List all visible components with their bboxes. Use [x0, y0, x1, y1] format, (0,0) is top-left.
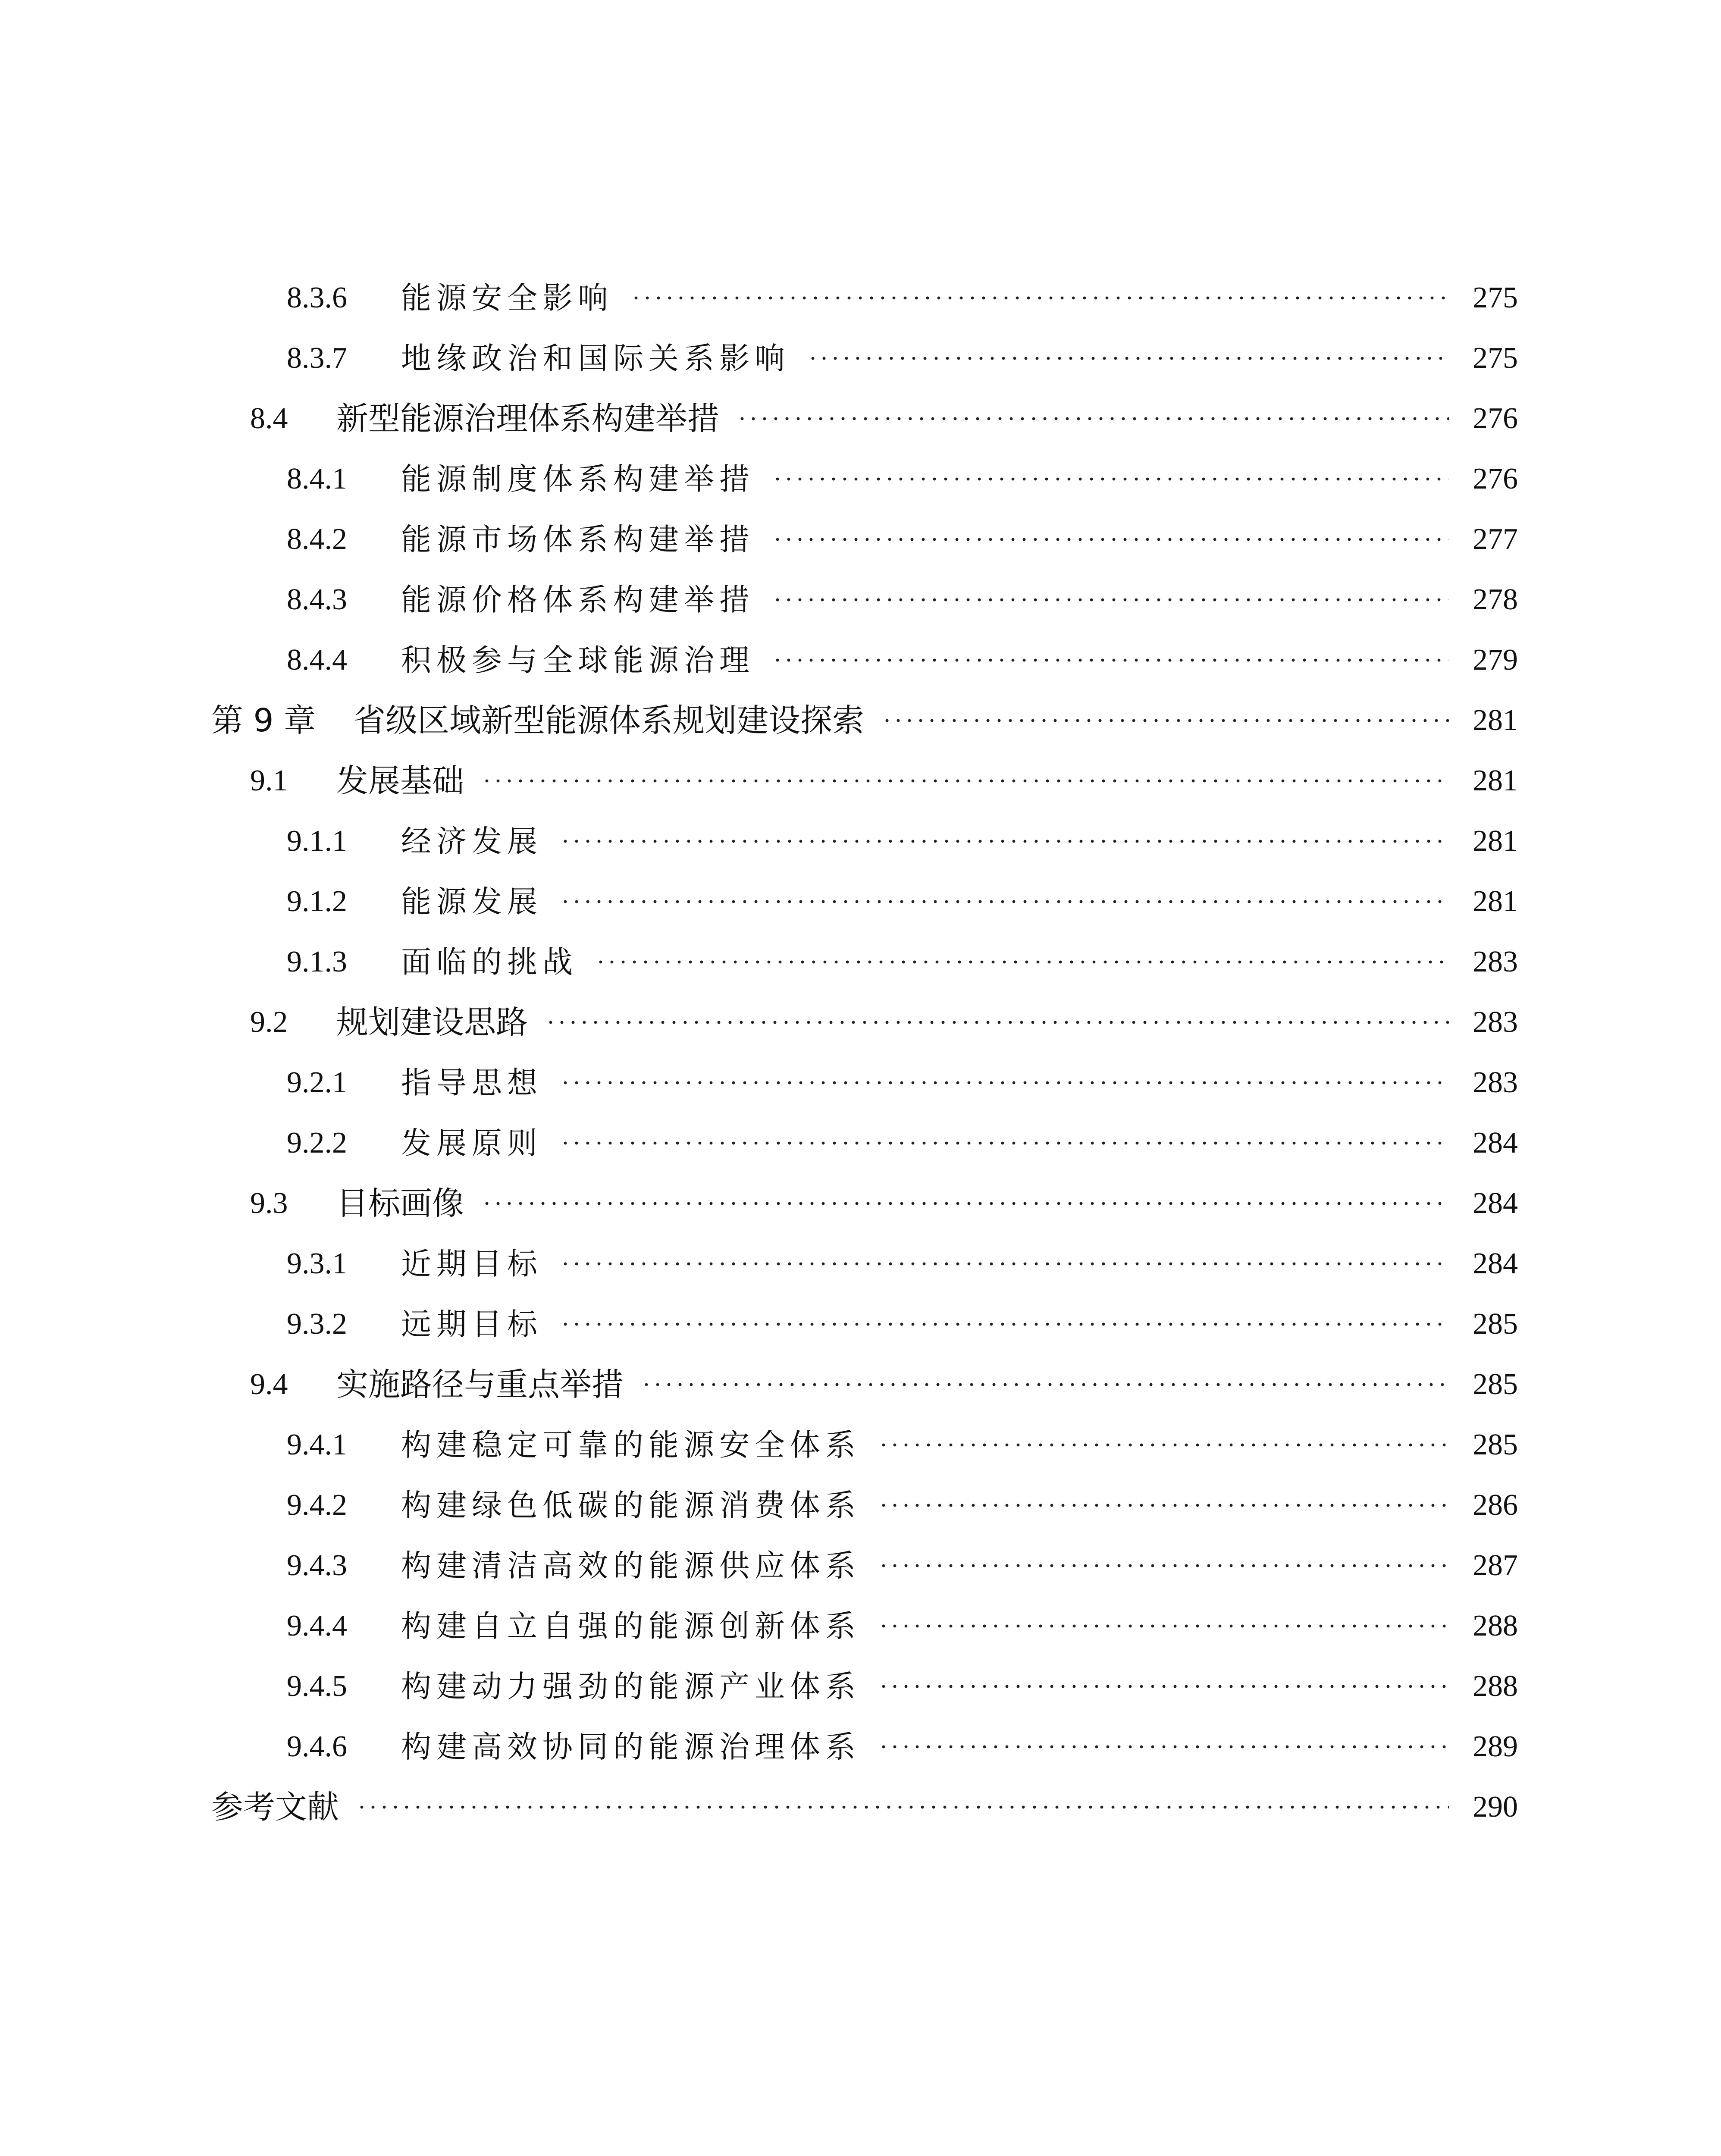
- toc-entry[interactable]: [287, 516, 1518, 563]
- toc-entry[interactable]: [287, 1663, 1518, 1710]
- toc-entry[interactable]: [250, 1361, 1518, 1408]
- entry-page-number: 285: [1473, 1368, 1518, 1401]
- entry-number: 9.2.2: [287, 1126, 347, 1159]
- toc-entry[interactable]: [287, 1723, 1518, 1771]
- dot-leader: [560, 1141, 1449, 1145]
- entry-page-number: 288: [1473, 1609, 1518, 1642]
- dot-leader: [560, 1081, 1449, 1084]
- entry-page-number: 283: [1473, 1006, 1518, 1039]
- dot-leader: [878, 1685, 1449, 1688]
- entry-page-number: 283: [1473, 1066, 1518, 1099]
- dot-leader: [878, 1745, 1449, 1749]
- entry-number: 9.2: [250, 1006, 288, 1039]
- dot-leader: [772, 658, 1449, 662]
- toc-entry[interactable]: [250, 395, 1518, 442]
- entry-number: 8.3.7: [287, 342, 347, 375]
- dot-leader: [878, 1443, 1449, 1447]
- entry-page-number: 275: [1473, 281, 1518, 314]
- entry-page-number: 275: [1473, 342, 1518, 375]
- entry-title: 能源发展: [401, 884, 542, 919]
- entry-title: 新型能源治理体系构建举措: [336, 400, 719, 437]
- toc-entry[interactable]: [250, 1180, 1518, 1227]
- toc-entry[interactable]: [287, 576, 1518, 624]
- entry-number: 9.4.4: [287, 1609, 347, 1642]
- toc-entry[interactable]: [287, 878, 1518, 925]
- dot-leader: [560, 900, 1449, 903]
- entry-number: 9.4.5: [287, 1670, 347, 1703]
- toc-entry[interactable]: [287, 1240, 1518, 1288]
- entry-page-number: 285: [1473, 1428, 1518, 1461]
- toc-entry[interactable]: [287, 455, 1518, 503]
- dot-leader: [772, 598, 1449, 602]
- entry-title: 构建自立自强的能源创新体系: [401, 1608, 861, 1644]
- entry-number: 9.1.3: [287, 945, 347, 978]
- entry-page-number: 281: [1473, 764, 1518, 797]
- entry-number: 8.4.2: [287, 523, 347, 556]
- entry-number: 9.3.2: [287, 1307, 347, 1341]
- entry-title: 构建绿色低碳的能源消费体系: [401, 1488, 861, 1523]
- entry-title: 积极参与全球能源治理: [401, 642, 755, 678]
- entry-page-number: 277: [1473, 523, 1518, 556]
- entry-title: 实施路径与重点举措: [336, 1366, 624, 1403]
- chapter-title: 省级区域新型能源体系规划建设探索: [354, 702, 864, 739]
- dot-leader: [545, 1021, 1449, 1024]
- entry-title: 规划建设思路: [336, 1004, 528, 1041]
- entry-page-number: 284: [1473, 1187, 1518, 1220]
- entry-number: 9.1.1: [287, 824, 347, 858]
- dot-leader: [560, 1262, 1449, 1266]
- toc-entry-chapter[interactable]: [211, 697, 1518, 744]
- toc-entry[interactable]: [287, 1300, 1518, 1348]
- entry-title: 构建稳定可靠的能源安全体系: [401, 1427, 861, 1463]
- dot-leader: [878, 1504, 1449, 1507]
- toc-entry[interactable]: [287, 274, 1518, 322]
- entry-number: 8.4.1: [287, 462, 347, 495]
- dot-leader: [878, 1564, 1449, 1567]
- entry-page-number: 276: [1473, 402, 1518, 435]
- dot-leader: [595, 960, 1449, 964]
- entry-page-number: 287: [1473, 1549, 1518, 1582]
- dot-leader: [560, 840, 1449, 843]
- entry-title: 近期目标: [401, 1246, 542, 1282]
- entry-number: 9.4.1: [287, 1428, 347, 1461]
- dot-leader: [481, 1202, 1449, 1205]
- entry-page-number: 288: [1473, 1670, 1518, 1703]
- dot-leader: [737, 417, 1449, 420]
- entry-number: 9.4.6: [287, 1730, 347, 1763]
- entry-title: 能源安全影响: [401, 280, 613, 316]
- entry-number: 9.3.1: [287, 1247, 347, 1280]
- entry-title: 目标画像: [336, 1185, 464, 1222]
- entry-page-number: 284: [1473, 1126, 1518, 1159]
- dot-leader: [772, 538, 1449, 541]
- dot-leader: [630, 296, 1449, 300]
- entry-number: 8.4.3: [287, 583, 347, 616]
- dot-leader: [772, 477, 1449, 481]
- entry-number: 8.3.6: [287, 281, 347, 314]
- toc-entry[interactable]: [287, 1482, 1518, 1529]
- entry-page-number: 289: [1473, 1730, 1518, 1763]
- toc-entry[interactable]: [287, 1059, 1518, 1106]
- toc-entry[interactable]: [250, 999, 1518, 1046]
- entry-title: 构建动力强劲的能源产业体系: [401, 1669, 861, 1704]
- entry-number: 8.4: [250, 402, 288, 435]
- toc-entry[interactable]: [287, 1119, 1518, 1167]
- entry-page-number: 290: [1473, 1790, 1518, 1824]
- entry-title: 构建高效协同的能源治理体系: [401, 1729, 861, 1764]
- entry-number: 9.1: [250, 764, 288, 797]
- entry-page-number: 281: [1473, 824, 1518, 858]
- references-title: 参考文献: [211, 1789, 339, 1826]
- entry-title: 发展原则: [401, 1125, 542, 1161]
- entry-page-number: 281: [1473, 704, 1518, 737]
- entry-title: 构建清洁高效的能源供应体系: [401, 1548, 861, 1583]
- entry-page-number: 278: [1473, 583, 1518, 616]
- entry-page-number: 285: [1473, 1307, 1518, 1341]
- toc-entry[interactable]: [287, 1602, 1518, 1650]
- entry-title: 能源价格体系构建举措: [401, 582, 755, 617]
- toc-entry[interactable]: [287, 938, 1518, 986]
- entry-page-number: 281: [1473, 885, 1518, 918]
- entry-page-number: 276: [1473, 462, 1518, 495]
- entry-number: 9.4: [250, 1368, 288, 1401]
- entry-number: 8.4.4: [287, 643, 347, 677]
- entry-number: 9.1.2: [287, 885, 347, 918]
- entry-title: 地缘政治和国际关系影响: [401, 341, 790, 376]
- chapter-number: 第 9 章: [211, 702, 316, 739]
- toc-entry[interactable]: [287, 636, 1518, 684]
- toc-entry[interactable]: [287, 818, 1518, 865]
- dot-leader: [807, 357, 1449, 360]
- toc-entry-references[interactable]: [211, 1783, 1518, 1831]
- toc-entry[interactable]: [287, 335, 1518, 382]
- entry-number: 9.4.2: [287, 1489, 347, 1522]
- entry-title: 指导思想: [401, 1065, 542, 1100]
- entry-page-number: 279: [1473, 643, 1518, 677]
- toc-entry[interactable]: [287, 1421, 1518, 1469]
- entry-title: 经济发展: [401, 824, 542, 859]
- dot-leader: [356, 1805, 1449, 1809]
- entry-title: 发展基础: [336, 762, 464, 799]
- dot-leader: [641, 1383, 1449, 1386]
- entry-page-number: 286: [1473, 1489, 1518, 1522]
- entry-number: 9.3: [250, 1187, 288, 1220]
- entry-title: 能源制度体系构建举措: [401, 461, 755, 497]
- entry-title: 能源市场体系构建举措: [401, 522, 755, 557]
- toc-entry[interactable]: [250, 757, 1518, 805]
- entry-number: 9.4.3: [287, 1549, 347, 1582]
- entry-number: 9.2.1: [287, 1066, 347, 1099]
- entry-page-number: 283: [1473, 945, 1518, 978]
- dot-leader: [560, 1322, 1449, 1326]
- toc-entry[interactable]: [287, 1542, 1518, 1589]
- entry-title: 面临的挑战: [401, 944, 578, 980]
- dot-leader: [881, 719, 1449, 722]
- entry-title: 远期目标: [401, 1307, 542, 1342]
- dot-leader: [481, 779, 1449, 783]
- entry-page-number: 284: [1473, 1247, 1518, 1280]
- dot-leader: [878, 1624, 1449, 1628]
